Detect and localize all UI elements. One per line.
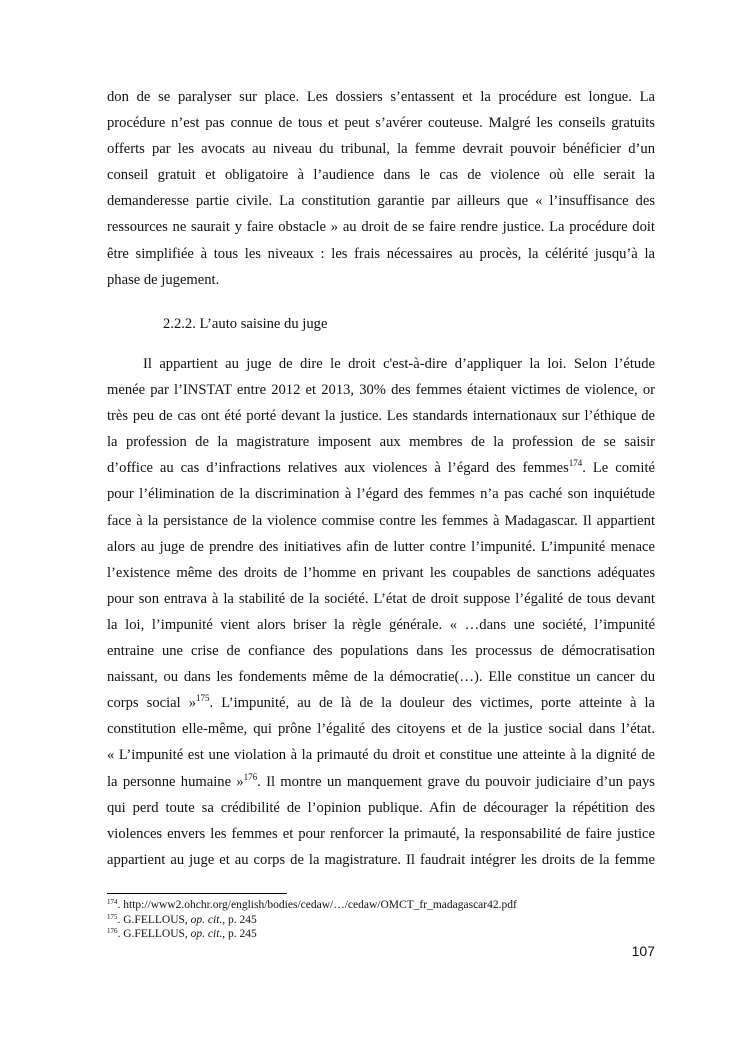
text-line: « L’impunité est une violation à la primauté du droit et constitue une atteinte à la dignité de <box>107 747 655 764</box>
text-line: offerts par les avocats au niveau du tribunal, la femme devrait pouvoir bénéficier d’un <box>107 141 655 158</box>
text-line: l’existence même des droits de l’homme en privant les coupables de sanctions adéquates <box>107 564 655 581</box>
text-line: Il appartient au juge de dire le droit c'est-à-dire d’appliquer la loi. Selon l’étude <box>143 356 655 372</box>
footnote-italic: op. cit. <box>190 913 223 926</box>
text-line <box>107 769 655 795</box>
text-line: conseil gratuit et obligatoire à l’audience dans le cas de violence où elle serait la <box>107 167 655 184</box>
footnote-ref-174[interactable]: 174 <box>568 458 583 469</box>
section-heading: 2.2.2. L’auto saisine du juge <box>163 316 328 332</box>
text-line: phase de jugement. <box>107 271 220 288</box>
text-line <box>107 690 655 716</box>
footnotes <box>107 898 655 942</box>
footnote-text: , p. 245 <box>222 928 257 940</box>
text-line: violences envers les femmes et pour renforcer la primauté, la responsabilité de faire justice <box>107 825 655 842</box>
footnote-number: 175 <box>107 912 118 921</box>
text-line <box>107 455 655 481</box>
text-line: pour son entrava à la stabilité de la société. L’état de droit suppose l’égalité de tous devant <box>107 590 655 607</box>
text-line: appartient au juge et au corps de la magistrature. Il faudrait intégrer les droits de la femme <box>107 851 655 868</box>
footnote-link[interactable]: . http://www2.ohchr.org/english/bodies/cedaw/…/cedaw/OMCT_fr_madagascar42.pdf <box>117 899 517 911</box>
footnote-number: 176 <box>107 927 118 935</box>
footnote-176 <box>107 927 655 942</box>
footnote-text: . G.FELLOUS, <box>117 913 191 926</box>
text-line: menée par l’INSTAT entre 2012 et 2013, 30% des femmes étaient victimes de violence, or <box>107 382 655 399</box>
paragraph-1 <box>107 84 655 293</box>
text-line: don de se paralyser sur place. Les dossiers s’entassent et la procédure est longue. La <box>107 89 655 105</box>
footnote-text: , p. 245 <box>222 913 257 926</box>
footnote-ref-175[interactable]: 175 <box>196 693 210 704</box>
text-line: très peu de cas ont été porté devant la justice. Les standards internationaux sur l’éthique de <box>107 408 655 425</box>
text-line: la profession de la magistrature imposent aux membres de la profession de se saisir <box>107 434 655 451</box>
footnote-175 <box>107 913 655 928</box>
text-fragment: . Le comité <box>582 460 655 477</box>
text-line: alors au juge de prendre des initiatives afin de lutter contre l’impunité. L’impunité menace <box>107 538 655 555</box>
page-number: 107 <box>631 943 655 959</box>
text-fragment: . L’impunité, au de là de la douleur des victimes, porte atteinte à la <box>209 695 655 712</box>
footnote-174 <box>107 898 655 913</box>
text-line: naissant, ou dans les fondements même de la démocratie(…). Elle constitue un cancer du <box>107 669 655 686</box>
footnote-separator <box>107 893 287 894</box>
text-line: entraine une crise de confiance des populations dans les processus de démocratisation <box>107 643 655 660</box>
text-fragment: la personne humaine » <box>107 773 244 790</box>
text-line: être simplifiée à tous les niveaux : les frais nécessaires au procès, la célérité jusqu’à la <box>107 245 655 262</box>
text-line: qui perd toute sa crédibilité de l’opinion publique. Afin de décourager la répétition des <box>107 799 655 816</box>
paragraph-2 <box>107 351 655 873</box>
footnote-ref-176[interactable]: 176 <box>243 771 258 782</box>
footnote-italic: op. cit. <box>190 928 223 940</box>
text-line: pour l’élimination de la discrimination à l’égard des femmes n’a pas caché son inquiétude <box>107 486 655 503</box>
text-line: la loi, l’impunité vient alors briser la règle générale. « …dans une société, l’impunité <box>107 616 655 633</box>
text-line: procédure n’est pas connue de tous et peut s’avérer couteuse. Malgré les conseils gratuits <box>107 115 655 132</box>
text-line: demanderesse partie civile. La constitution garantie par ailleurs que « l’insuffisance des <box>107 193 655 210</box>
text-fragment: . Il montre un manquement grave du pouvoir judiciaire d’un pays <box>257 773 655 790</box>
text-fragment: corps social » <box>107 695 197 712</box>
text-line: face à la persistance de la violence commise contre les femmes à Madagascar. Il appartient <box>107 512 655 529</box>
footnote-number: 174 <box>107 898 118 906</box>
text-line: ressources ne saurait y faire obstacle » au droit de se faire rendre justice. La procédure doit <box>107 219 655 236</box>
footnote-text: . G.FELLOUS, <box>117 928 191 940</box>
text-line: constitution elle-même, qui prône l’égalité des citoyens et de la justice social dans l’état. <box>107 721 655 738</box>
text-fragment: d’office au cas d’infractions relatives aux violences à l’égard des femmes <box>107 460 569 477</box>
